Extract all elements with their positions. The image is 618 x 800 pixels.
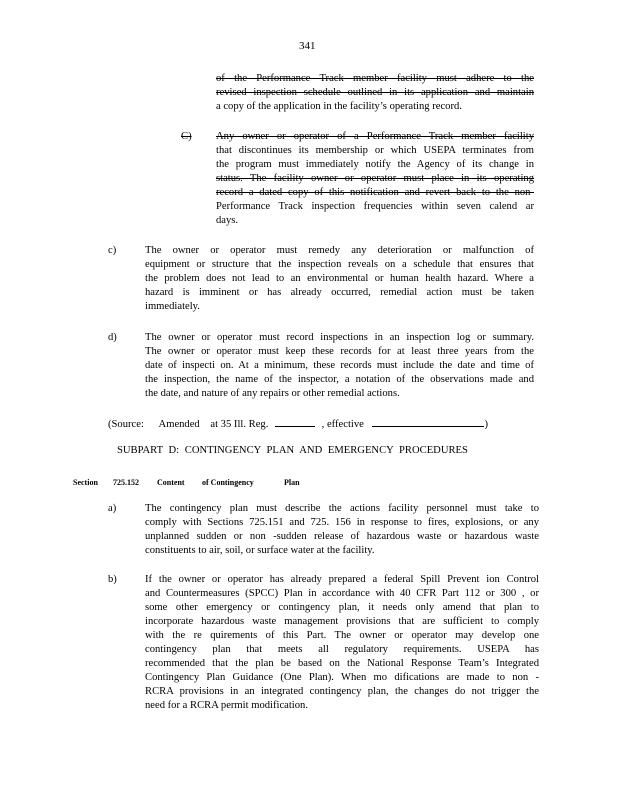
section-number: 725.152 [113, 478, 139, 487]
text-line: with the re quirements of this Part. The owner or operator may develop one [145, 630, 539, 641]
text-line: The owner or operator must keep these records for at least three years from the [145, 346, 534, 357]
item-c-text [145, 244, 534, 314]
text-line: the program must immediately notify the Agency of its change in [216, 159, 534, 170]
item-c-label: c) [108, 245, 117, 256]
text-line: Performance Track inspection frequencies within seven calend ar [216, 201, 534, 212]
text-line: comply with Sections 725.151 and 725. 156 in response to fires, explosions, or any [145, 517, 539, 528]
item-a-text [145, 502, 539, 558]
item-d-text [145, 331, 534, 401]
text-line: Contingency Plan Guidance (One Plan). When mo difications are made to non - [145, 672, 539, 683]
text-line: Any owner or operator of a Performance Track member facility [216, 131, 534, 142]
text-line: record a dated copy of this notification and revert back to the non- [216, 187, 534, 198]
text-line: immediately. [145, 301, 200, 312]
source-note [108, 416, 488, 432]
text-line: the inspection, the name of the inspector, a notation of the observations made and [145, 374, 534, 385]
text-line: the problem does not lead to an environmental or human health hazard. Where a [145, 273, 534, 284]
section-word: Section [73, 478, 98, 487]
item-b-text [145, 573, 539, 713]
page-number: 341 [299, 40, 316, 52]
text-line: that discontinues its membership or which USEPA terminates from [216, 145, 534, 156]
text-line: and Countermeasures (SPCC) Plan in accordance with 40 CFR Part 112 or 300 , or [145, 588, 539, 599]
text-line: recommended that the plan be based on the National Response Team’s Integrated [145, 658, 539, 669]
text-line: equipment or structure that the inspection reveals on a schedule that ensures that [145, 259, 534, 270]
item-a-label: a) [108, 503, 117, 514]
source-amended: Amended [158, 419, 200, 430]
item-b-label: b) [108, 574, 117, 585]
text-line: hazard is imminent or has already occurred, remedial action must be taken [145, 287, 534, 298]
text-line: The contingency plan must describe the actions facility personnel must take to [145, 503, 539, 514]
item-d-label: d) [108, 332, 117, 343]
effective-date-blank [372, 416, 484, 427]
text-line: constituents to air, soil, or surface water at the facility. [145, 545, 375, 556]
text-line: RCRA provisions in an integrated contingency plan, the changes do not trigger the [145, 686, 539, 697]
text-line: of the Performance Track member facility must adhere to the [216, 73, 534, 84]
text-line: need for a RCRA permit modification. [145, 700, 308, 711]
top-continuation-block [216, 72, 534, 114]
text-line: contingency plan that meets all regulatory requirements. USEPA has [145, 644, 539, 655]
text-line: days. [216, 215, 239, 226]
section-title-of-contingency: of Contingency [202, 478, 254, 487]
text-line: some other emergency or contingency plan, it needs only amend that plan to [145, 602, 539, 613]
text-line: The owner or operator must record inspections in an inspection log or summary. [145, 332, 534, 343]
source-register: at 35 Ill. Reg. [210, 419, 269, 430]
text-line: date of inspecti on. At a minimum, these records must include the date and time of [145, 360, 534, 371]
text-line: incorporate hazardous waste management provisions that are sufficient to comply [145, 616, 539, 627]
subpart-heading: SUBPART D: CONTINGENCY PLAN AND EMERGENCY PROCEDURES [117, 445, 468, 456]
source-close: ) [484, 419, 489, 430]
section-title-content: Content [157, 478, 185, 487]
text-line: The owner or operator must remedy any deterioration or malfunction of [145, 245, 534, 256]
text-line: revised inspection schedule outlined in its application and maintain [216, 87, 534, 98]
text-line: the date, and nature of any repairs or other remedial actions. [145, 388, 400, 399]
source-effective: , effective [321, 419, 364, 430]
text-line: unplanned sudden or non -sudden release of hazardous waste or hazardous waste [145, 531, 539, 542]
item-C-text [216, 130, 534, 228]
register-blank [275, 416, 315, 427]
section-title-plan: Plan [284, 478, 300, 487]
item-C-label: C) [181, 131, 192, 142]
text-line: a copy of the application in the facility’s operating record. [216, 101, 462, 112]
source-open: (Source: [108, 419, 144, 430]
text-line: If the owner or operator has already prepared a federal Spill Prevent ion Control [145, 574, 539, 585]
text-line: status. The facility owner or operator must place in its operating [216, 173, 534, 184]
